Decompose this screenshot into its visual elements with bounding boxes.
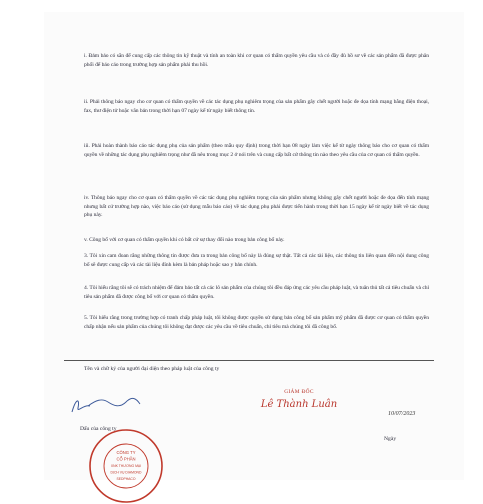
stamp-text-line: CỔ PHẦN	[116, 456, 136, 462]
stamp-text-line: DỊCH VỤ DIAMOND	[110, 470, 142, 475]
clause-ii: ii. Phải thông báo ngay cho cơ quan có thẩm quyền về các tác dụng phụ nghiêm trọng của sản phẩm gây chết người hoặc đe dọa tính mạng bằng điện thoại, fax, thư điện tử hoặc văn bản trong thời hạn 07 ngày kể từ ngày biết thông tin.	[84, 99, 429, 114]
date-value: 10/07/2023	[388, 411, 416, 417]
company-stamp	[88, 428, 164, 504]
commitment-5: 5. Tôi hiểu rằng trong trường hợp có tranh chấp pháp luật, tôi không được quyền sử dụng bản công bố sản phẩm mỹ phẩm đã được cơ quan có thẩm quyền chấp nhận nếu sản phẩm của chúng tôi không đạt được các yêu cầu về tiêu chuẩn, chỉ tiêu mà chúng tôi đã công bố.	[84, 315, 429, 330]
stamp-text-line: SEDPHACO	[116, 477, 136, 481]
commitment-3: 3. Tôi xin cam đoan rằng những thông tin được đưa ra trong bản công bố này là đúng sự thật. Tất cả các tài liệu, các thông tin liên quan đến nội dung công bố sẽ được cung cấp và các tài liệu đính kèm là bản pháp hoặc sao y bản chính.	[84, 253, 429, 268]
representative-label: Tên và chữ ký của người đại diện theo pháp luật của công ty	[84, 366, 220, 372]
director-signature	[84, 390, 144, 416]
signature-divider	[64, 360, 434, 361]
document-page	[44, 12, 464, 480]
clause-iii: iii. Phải hoàn thành báo cáo tác dụng phụ của sản phẩm (theo mẫu quy định) trong thời hạn 08 ngày làm việc kể từ ngày thông báo cho cơ quan có thẩm quyền về những tác dụng phụ nghiêm trọng như đã nêu trong mục 2 ở nói trên và cung cấp bất cứ thông tin nào theo yêu cầu của cơ quan có thẩm quyền.	[84, 143, 429, 158]
director-title: GIÁM ĐỐC	[284, 389, 314, 395]
stamp-text-line: CÔNG TY	[116, 450, 136, 455]
director-name: Lê Thành Luân	[260, 399, 338, 410]
commitment-4: 4. Tôi hiểu rằng tôi sẽ có trách nhiệm để đảm bảo tất cả các lô sản phẩm của chúng tôi đều đáp ứng các yêu cầu pháp luật, và tuân thủ tất cả tiêu chuẩn và chỉ tiêu sản phẩm đã được công bố với cơ quan có thẩm quyền.	[84, 285, 429, 300]
clause-iv: iv. Thông báo ngay cho cơ quan có thẩm quyền về các tác dụng phụ nghiêm trọng của sản phẩm nhưng không gây chết người hoặc đe dọa đến tính mạng nhưng bất cứ trường hợp nào, việc báo cáo (sử dụng mẫu báo cáo) về tác dụng phụ phải được tiến hành trong thời hạn 15 ngày kể từ ngày biết về tác dụng phụ này.	[84, 195, 429, 219]
clause-i: i. Đảm bảo có sẵn để cung cấp các thông tin kỹ thuật và tính an toàn khi cơ quan có thẩm quyền yêu cầu và có đầy đủ hồ sơ về các sản phẩm đã được phân phối để báo cáo trong trường hợp sản phẩm phải thu hồi.	[84, 53, 429, 68]
stamp-text-line: XNK THƯƠNG MẠI	[110, 464, 142, 468]
clause-v: v. Công bố với cơ quan có thẩm quyền khi có bất cứ sự thay đổi nào trong bản công bố này.	[84, 237, 285, 243]
stamp-label: Dấu của công ty	[80, 426, 117, 432]
date-label: Ngày	[384, 436, 397, 442]
